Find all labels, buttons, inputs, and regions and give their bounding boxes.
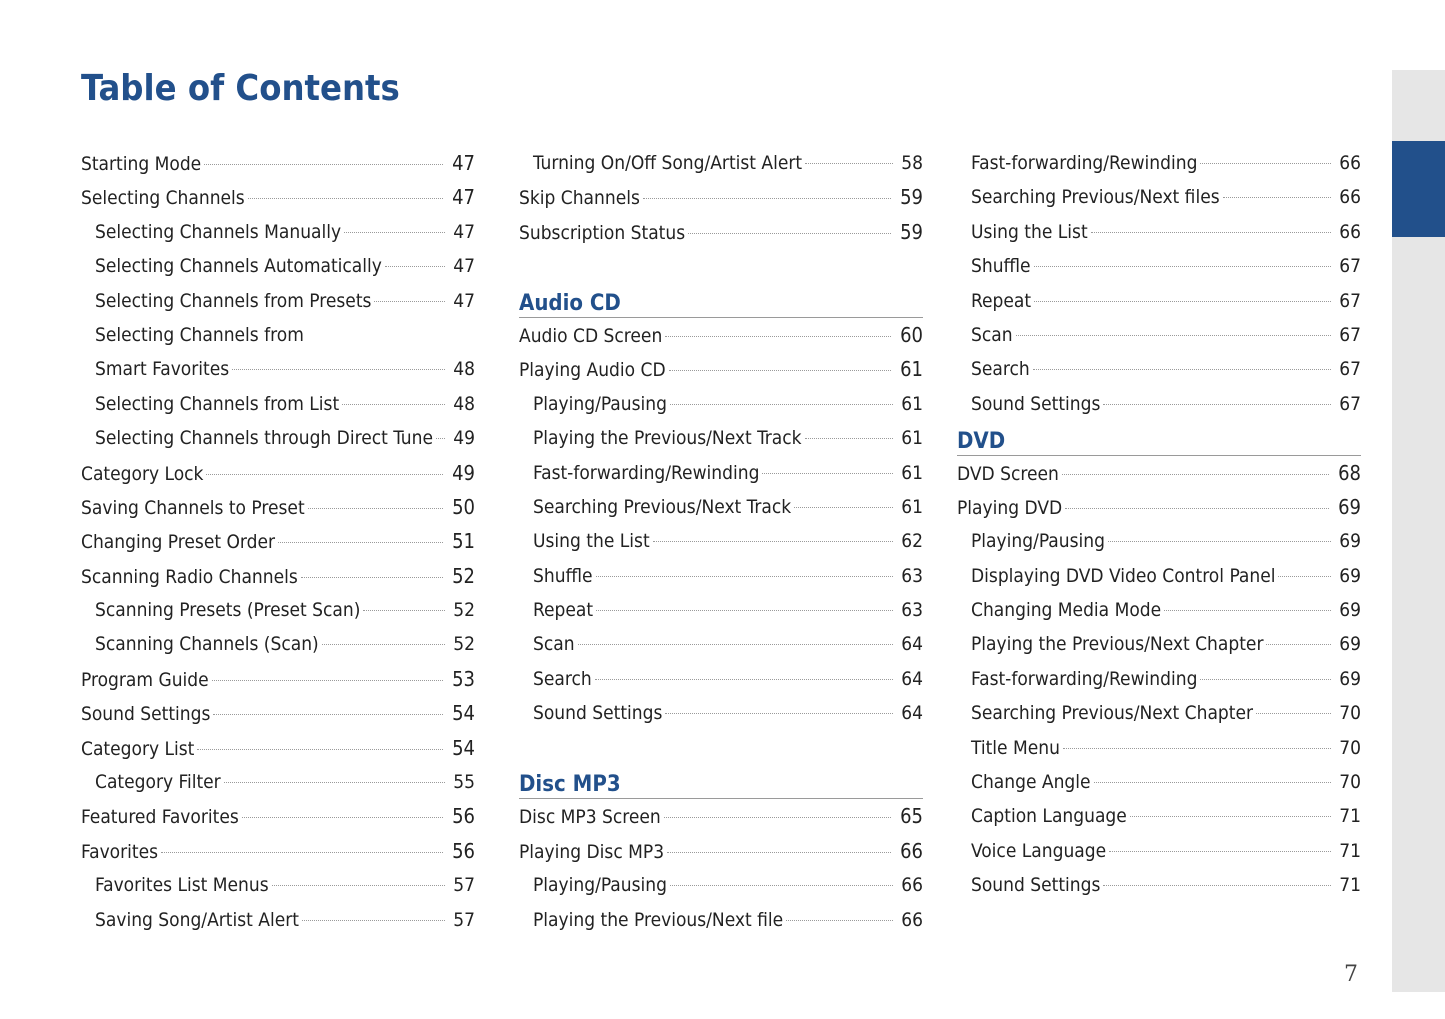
toc-subentry[interactable] [81, 352, 475, 386]
toc-subentry[interactable] [81, 868, 475, 902]
toc-page-number: 71 [1339, 805, 1361, 828]
toc-entry-label: Searching Previous/Next Chapter [971, 702, 1254, 725]
dot-leader [805, 163, 893, 164]
dot-leader [213, 714, 443, 715]
toc-entry-label: Repeat [971, 289, 1032, 312]
toc-page-number: 67 [1339, 358, 1361, 381]
toc-page-number: 69 [1339, 633, 1361, 656]
dot-leader [342, 404, 445, 405]
toc-entry-label: Playing DVD [957, 496, 1063, 519]
toc-entry-label: Selecting Channels from [95, 323, 304, 346]
toc-subentry[interactable] [81, 593, 475, 627]
toc-subentry[interactable] [519, 696, 923, 730]
toc-entry-label: Playing/Pausing [971, 530, 1105, 553]
dot-leader [670, 885, 893, 886]
toc-subentry[interactable] [81, 284, 475, 318]
toc-entry-label: Searching Previous/Next Track [533, 495, 792, 518]
toc-page-number: 52 [453, 633, 475, 656]
toc-entry-label: Scanning Presets (Preset Scan) [95, 599, 361, 622]
toc-subentry[interactable] [957, 593, 1361, 627]
toc-subentry[interactable] [957, 249, 1361, 283]
dot-leader [1063, 748, 1331, 749]
dot-leader [1266, 644, 1331, 645]
toc-page-number: 66 [1339, 152, 1361, 174]
toc-subentry[interactable] [957, 215, 1361, 249]
dot-leader [1256, 713, 1331, 714]
toc-entry-label: Sound Settings [971, 874, 1101, 897]
spacer [519, 249, 923, 283]
toc-subentry[interactable] [957, 662, 1361, 696]
toc-page-number: 56 [452, 804, 475, 829]
dot-leader [1130, 816, 1331, 817]
dot-leader [278, 542, 443, 543]
toc-entry[interactable] [519, 834, 923, 868]
toc-entry-label: Skip Channels [519, 187, 640, 210]
dot-leader [197, 749, 443, 750]
toc-entry[interactable] [81, 559, 475, 593]
dot-leader [762, 473, 893, 474]
toc-entry-label: Shuffle [971, 255, 1031, 278]
toc-subentry[interactable] [957, 180, 1361, 214]
toc-subentry[interactable] [519, 627, 923, 661]
dot-leader [1278, 576, 1331, 577]
toc-subentry[interactable] [519, 903, 923, 937]
dot-leader [1200, 163, 1331, 164]
toc-subentry[interactable] [957, 627, 1361, 661]
toc-entry-label: Saving Channels to Preset [81, 496, 305, 519]
toc-page-number: 52 [452, 563, 475, 588]
dot-leader [242, 817, 443, 818]
toc-page-number: 67 [1339, 323, 1361, 346]
dot-leader [1062, 474, 1329, 475]
chapter-tab [1392, 141, 1445, 237]
toc-page-number: 48 [453, 392, 475, 415]
toc-subentry[interactable] [957, 696, 1361, 730]
toc-subentry[interactable] [519, 662, 923, 696]
dot-leader [212, 680, 443, 681]
toc-entry-label: Repeat [533, 599, 594, 622]
toc-page-number: 59 [900, 219, 923, 244]
toc-subentry[interactable] [957, 524, 1361, 558]
toc-page-number: 59 [900, 185, 923, 210]
toc-page-number: 70 [1339, 736, 1361, 759]
toc-entry-label: Program Guide [81, 668, 209, 691]
toc-entry-label: Starting Mode [81, 153, 202, 175]
dot-leader [248, 198, 443, 199]
toc-entry-label: Disc MP3 Screen [519, 806, 661, 829]
toc-page-number: 54 [452, 735, 475, 760]
dot-leader [344, 232, 445, 233]
toc-entry-label: Shuffle [533, 564, 593, 587]
dot-leader [308, 508, 443, 509]
toc-entry-label: Selecting Channels [81, 187, 245, 210]
dot-leader [665, 336, 891, 337]
toc-subentry[interactable] [957, 352, 1361, 386]
toc-entry[interactable] [81, 146, 475, 180]
toc-entry[interactable] [81, 180, 475, 214]
toc-entry-label: Using the List [533, 530, 650, 553]
toc-page-number: 63 [901, 564, 923, 587]
toc-page-number: 67 [1339, 255, 1361, 278]
dot-leader [363, 610, 445, 611]
toc-entry-label: Category List [81, 737, 195, 760]
toc-entry-label: Change Angle [971, 771, 1091, 794]
toc-entry-label: Featured Favorites [81, 806, 239, 829]
toc-page-number: 69 [1339, 667, 1361, 690]
toc-entry[interactable] [81, 524, 475, 558]
toc-entry-label: Fast-forwarding/Rewinding [533, 461, 760, 484]
toc-column-2 [519, 146, 923, 937]
toc-subentry[interactable] [81, 765, 475, 799]
dot-leader [385, 266, 445, 267]
page-number: 7 [1344, 962, 1358, 987]
toc-entry[interactable] [519, 799, 923, 833]
toc-page-number: 63 [901, 599, 923, 622]
dot-leader [1034, 266, 1331, 267]
toc-page-number: 66 [900, 838, 923, 863]
toc-entry-label: Searching Previous/Next files [971, 186, 1220, 209]
dot-leader [302, 920, 445, 921]
toc-page-number: 47 [452, 185, 475, 210]
toc-entry-label: Turning On/Off Song/Artist Alert [533, 152, 803, 174]
toc-entry-label: Displaying DVD Video Control Panel [971, 564, 1276, 587]
dot-leader [805, 438, 893, 439]
toc-page-number: 61 [900, 357, 923, 382]
toc-subentry[interactable] [957, 799, 1361, 833]
toc-page-number: 56 [452, 838, 475, 863]
dot-leader [1103, 404, 1331, 405]
toc-page-number: 61 [901, 427, 923, 450]
toc-column-3 [957, 146, 1361, 903]
toc-entry-label: Playing the Previous/Next Track [533, 427, 802, 450]
dot-leader [272, 885, 445, 886]
toc-entry-label: DVD Screen [957, 462, 1059, 485]
toc-subentry[interactable] [81, 627, 475, 661]
toc-entry-label: Sound Settings [533, 702, 663, 725]
dot-leader [301, 577, 443, 578]
toc-entry-label: Playing Disc MP3 [519, 840, 665, 863]
dot-leader [206, 474, 443, 475]
toc-page-number: 50 [452, 494, 475, 519]
toc-entry-label: Sound Settings [81, 703, 211, 726]
toc-page-number: 48 [453, 358, 475, 381]
toc-entry-label: Changing Preset Order [81, 531, 275, 554]
toc-entry[interactable] [81, 490, 475, 524]
toc-page-number: 68 [1338, 460, 1361, 485]
toc-page-number: 66 [1339, 186, 1361, 209]
toc-subentry[interactable] [957, 765, 1361, 799]
toc-page-number: 65 [900, 804, 923, 829]
toc-page-number: 58 [901, 152, 923, 174]
toc-entry[interactable] [519, 215, 923, 249]
toc-entry[interactable] [519, 180, 923, 214]
dot-leader [1103, 885, 1331, 886]
toc-page-number: 61 [901, 461, 923, 484]
dot-leader [1034, 301, 1331, 302]
toc-page-number: 67 [1339, 289, 1361, 312]
dot-leader [596, 610, 893, 611]
dot-leader [161, 852, 443, 853]
toc-page-number: 54 [452, 701, 475, 726]
toc-subentry[interactable] [519, 490, 923, 524]
dot-leader [664, 817, 891, 818]
toc-entry[interactable] [81, 696, 475, 730]
dot-leader [374, 301, 445, 302]
dot-leader [1033, 369, 1331, 370]
toc-entry-label: Scanning Channels (Scan) [95, 633, 319, 656]
toc-page-number: 49 [453, 427, 475, 450]
toc-entry[interactable] [81, 731, 475, 765]
toc-page-number: 67 [1339, 392, 1361, 415]
toc-page-number: 47 [453, 220, 475, 243]
toc-column-1 [81, 146, 475, 937]
toc-entry-label: Selecting Channels from Presets [95, 289, 372, 312]
toc-subentry[interactable] [519, 387, 923, 421]
section-heading: Disc MP3 [519, 765, 923, 799]
toc-entry-label: Scanning Radio Channels [81, 565, 298, 588]
toc-entry-label: Scan [533, 633, 575, 656]
dot-leader [596, 576, 893, 577]
section-heading: DVD [957, 421, 1361, 455]
toc-entry-label: Changing Media Mode [971, 599, 1162, 622]
dot-leader [322, 644, 445, 645]
toc-subentry[interactable] [519, 421, 923, 455]
toc-entry[interactable] [957, 490, 1361, 524]
dot-leader [204, 164, 443, 165]
toc-page-number: 57 [453, 908, 475, 931]
toc-entry-label: Fast-forwarding/Rewinding [971, 667, 1198, 690]
dot-leader [669, 370, 891, 371]
toc-page-number: 69 [1339, 530, 1361, 553]
toc-entry-label: Favorites List Menus [95, 874, 269, 897]
toc-entry-label: Selecting Channels Automatically [95, 255, 382, 278]
toc-subentry[interactable] [519, 868, 923, 902]
toc-subentry[interactable] [81, 215, 475, 249]
toc-page-number: 71 [1339, 874, 1361, 897]
spacer [519, 731, 923, 765]
toc-entry-label: Fast-forwarding/Rewinding [971, 152, 1198, 174]
toc-subentry[interactable] [81, 421, 475, 455]
toc-subentry[interactable] [519, 146, 923, 180]
dot-leader [1094, 782, 1331, 783]
toc-entry-label: Subscription Status [519, 221, 686, 244]
toc-entry-label: Selecting Channels through Direct Tune [95, 427, 433, 450]
dot-leader [1164, 610, 1331, 611]
dot-leader [643, 198, 891, 199]
toc-entry-label: Using the List [971, 220, 1088, 243]
toc-entry-label: Saving Song/Artist Alert [95, 908, 299, 931]
dot-leader [688, 233, 891, 234]
toc-page-number: 64 [901, 702, 923, 725]
toc-page-number: 66 [901, 874, 923, 897]
dot-leader [1091, 232, 1331, 233]
toc-page-number: 47 [453, 289, 475, 312]
toc-entry[interactable] [81, 799, 475, 833]
toc-entry-label: Category Lock [81, 462, 204, 485]
dot-leader [232, 369, 445, 370]
toc-entry-label: Scan [971, 323, 1013, 346]
toc-subentry[interactable] [81, 387, 475, 421]
toc-subentry[interactable] [957, 318, 1361, 352]
toc-entry-label: Playing the Previous/Next Chapter [971, 633, 1264, 656]
toc-page-number: 70 [1339, 702, 1361, 725]
toc-subentry[interactable] [957, 559, 1361, 593]
dot-leader [667, 852, 891, 853]
toc-page-number: 64 [901, 667, 923, 690]
toc-subentry[interactable] [81, 318, 475, 352]
dot-leader [1065, 508, 1329, 509]
toc-entry-label: Selecting Channels from List [95, 392, 340, 415]
toc-entry[interactable] [519, 318, 923, 352]
dot-leader [653, 541, 893, 542]
dot-leader [595, 679, 893, 680]
toc-entry[interactable] [81, 456, 475, 490]
toc-page-number: 62 [901, 530, 923, 553]
toc-page-number: 61 [901, 392, 923, 415]
toc-subentry[interactable] [957, 146, 1361, 180]
toc-entry-label: Selecting Channels Manually [95, 220, 342, 243]
dot-leader [436, 438, 445, 439]
toc-page-number: 64 [901, 633, 923, 656]
dot-leader [578, 644, 893, 645]
dot-leader [1108, 541, 1331, 542]
toc-entry-label: Playing/Pausing [533, 874, 667, 897]
toc-page-number: 47 [452, 151, 475, 175]
toc-subentry[interactable] [957, 284, 1361, 318]
toc-page-number: 47 [453, 255, 475, 278]
toc-subentry[interactable] [81, 903, 475, 937]
toc-page-number: 55 [453, 771, 475, 794]
toc-page-number: 57 [453, 874, 475, 897]
section-heading: Audio CD [519, 284, 923, 318]
toc-page-number: 71 [1339, 839, 1361, 862]
dot-leader [1109, 851, 1331, 852]
toc-entry-label: Playing Audio CD [519, 359, 666, 382]
dot-leader [670, 404, 893, 405]
toc-subentry[interactable] [957, 834, 1361, 868]
toc-entry-label: Caption Language [971, 805, 1127, 828]
toc-entry-label: Favorites [81, 840, 159, 863]
toc-subentry[interactable] [81, 249, 475, 283]
toc-page-number: 61 [901, 495, 923, 518]
toc-entry[interactable] [957, 456, 1361, 490]
toc-page-number: 69 [1339, 599, 1361, 622]
dot-leader [1016, 335, 1331, 336]
toc-entry-label: Title Menu [971, 736, 1060, 759]
toc-subentry[interactable] [519, 524, 923, 558]
toc-entry[interactable] [81, 834, 475, 868]
toc-entry-label: Search [971, 358, 1030, 381]
toc-subentry[interactable] [957, 868, 1361, 902]
toc-page-number: 66 [901, 908, 923, 931]
dot-leader [1200, 679, 1331, 680]
toc-entry-label: Search [533, 667, 592, 690]
dot-leader [224, 782, 445, 783]
dot-leader [786, 920, 893, 921]
toc-page-number: 70 [1339, 771, 1361, 794]
toc-entry-label: Category Filter [95, 771, 221, 794]
toc-subentry[interactable] [519, 559, 923, 593]
toc-page-number: 60 [900, 322, 923, 347]
toc-page-number: 66 [1339, 220, 1361, 243]
toc-entry-label: Playing/Pausing [533, 392, 667, 415]
toc-page-number: 69 [1338, 494, 1361, 519]
dot-leader [794, 507, 893, 508]
toc-subentry[interactable] [519, 593, 923, 627]
dot-leader [665, 713, 893, 714]
toc-subentry[interactable] [519, 456, 923, 490]
toc-entry-label: Playing the Previous/Next file [533, 908, 784, 931]
toc-entry-label: Sound Settings [971, 392, 1101, 415]
toc-entry-label: Smart Favorites [95, 358, 230, 381]
toc-entry-label: Voice Language [971, 839, 1107, 862]
dot-leader [1223, 197, 1331, 198]
toc-page-number: 69 [1339, 564, 1361, 587]
toc-subentry[interactable] [957, 387, 1361, 421]
toc-entry[interactable] [519, 352, 923, 386]
toc-entry-label: Audio CD Screen [519, 324, 663, 347]
toc-page-number: 52 [453, 599, 475, 622]
toc-entry[interactable] [81, 662, 475, 696]
toc-page-number: 51 [452, 529, 475, 554]
toc-page-number: 49 [452, 460, 475, 485]
page-title: Table of Contents [81, 68, 400, 109]
toc-page-number: 53 [452, 666, 475, 691]
toc-subentry[interactable] [957, 731, 1361, 765]
